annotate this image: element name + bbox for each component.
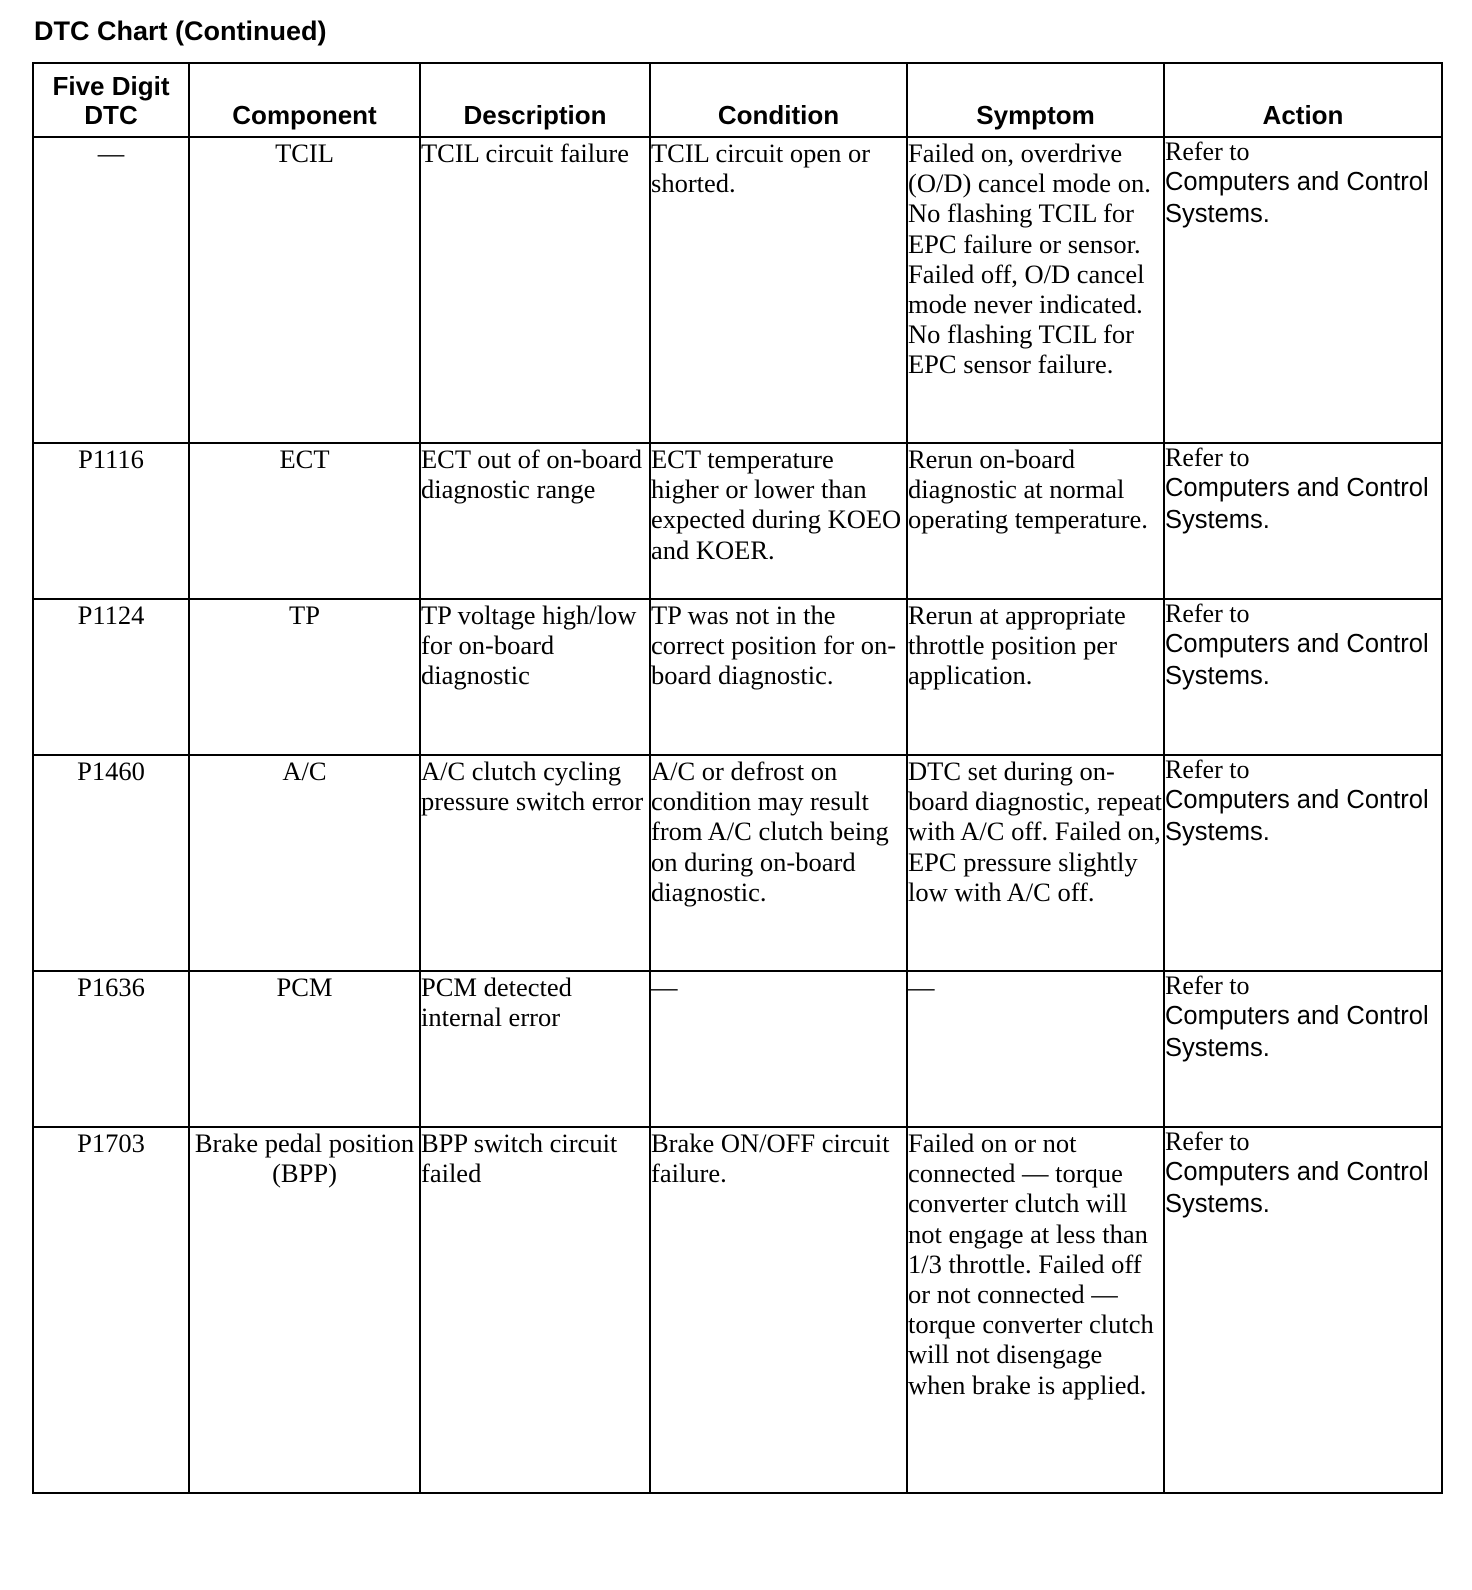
action-cell bbox=[1164, 971, 1442, 1127]
symptom-cell: Failed on, overdrive (O/D) cancel mode on. No flashing TCIL for EPC failure or sensor. Failed off, O/D cancel mode never indicated. No flashing TCIL for EPC sensor failure. bbox=[907, 137, 1164, 443]
action-lead-text: Refer to bbox=[1165, 599, 1250, 628]
action-lead-text: Refer to bbox=[1165, 1127, 1250, 1156]
action-cell bbox=[1164, 443, 1442, 599]
condition-cell: Brake ON/OFF circuit failure. bbox=[650, 1127, 907, 1493]
dtc-cell: P1116 bbox=[33, 443, 189, 599]
symptom-cell: Failed on or not connected — torque converter clutch will not engage at less than 1/3 throttle. Failed off or not connected — torque converter clutch will not disengage when brake is applied. bbox=[907, 1127, 1164, 1493]
symptom-cell: Rerun at appropriate throttle position per application. bbox=[907, 599, 1164, 755]
header-condition: Condition bbox=[650, 63, 907, 137]
symptom-cell: DTC set during on-board diagnostic, repeat with A/C off. Failed on, EPC pressure slightly low with A/C off. bbox=[907, 755, 1164, 971]
dtc-cell: P1124 bbox=[33, 599, 189, 755]
action-lead-text: Refer to bbox=[1165, 137, 1250, 166]
symptom-cell: — bbox=[907, 971, 1164, 1127]
dtc-cell: P1636 bbox=[33, 971, 189, 1127]
action-lead-text: Refer to bbox=[1165, 443, 1250, 472]
condition-cell: A/C or defrost on condition may result from A/C clutch being on during on-board diagnostic. bbox=[650, 755, 907, 971]
description-cell: BPP switch circuit failed bbox=[420, 1127, 650, 1493]
header-symptom: Symptom bbox=[907, 63, 1164, 137]
header-five-digit-dtc bbox=[33, 63, 189, 137]
condition-cell: — bbox=[650, 971, 907, 1127]
condition-cell: TCIL circuit open or shorted. bbox=[650, 137, 907, 443]
action-lead-text: Refer to bbox=[1165, 755, 1250, 784]
header-dtc-line-2: DTC bbox=[84, 100, 138, 130]
component-cell: TP bbox=[189, 599, 420, 755]
action-cell bbox=[1164, 755, 1442, 971]
table-row bbox=[33, 755, 1442, 971]
dtc-table bbox=[32, 62, 1443, 1494]
table-row bbox=[33, 599, 1442, 755]
description-cell: TP voltage high/low for on-board diagnostic bbox=[420, 599, 650, 755]
action-reference-text: Computers and Control Systems. bbox=[1165, 474, 1429, 534]
table-row bbox=[33, 971, 1442, 1127]
component-cell: A/C bbox=[189, 755, 420, 971]
header-component: Component bbox=[189, 63, 420, 137]
header-description: Description bbox=[420, 63, 650, 137]
symptom-cell: Rerun on-board diagnostic at normal operating temperature. bbox=[907, 443, 1164, 599]
description-cell: PCM detected internal error bbox=[420, 971, 650, 1127]
table-header-row bbox=[33, 63, 1442, 137]
table-row bbox=[33, 137, 1442, 443]
action-cell bbox=[1164, 1127, 1442, 1493]
description-cell: ECT out of on-board diagnostic range bbox=[420, 443, 650, 599]
component-cell: PCM bbox=[189, 971, 420, 1127]
action-cell bbox=[1164, 599, 1442, 755]
dtc-cell: P1703 bbox=[33, 1127, 189, 1493]
condition-cell: TP was not in the correct position for on-board diagnostic. bbox=[650, 599, 907, 755]
dtc-cell: — bbox=[33, 137, 189, 443]
component-cell: Brake pedal position (BPP) bbox=[189, 1127, 420, 1493]
action-reference-text: Computers and Control Systems. bbox=[1165, 630, 1429, 690]
action-reference-text: Computers and Control Systems. bbox=[1165, 168, 1429, 228]
action-cell bbox=[1164, 137, 1442, 443]
description-cell: TCIL circuit failure bbox=[420, 137, 650, 443]
header-action: Action bbox=[1164, 63, 1442, 137]
dtc-cell: P1460 bbox=[33, 755, 189, 971]
header-dtc-line-1: Five Digit bbox=[52, 71, 170, 101]
action-reference-text: Computers and Control Systems. bbox=[1165, 786, 1429, 846]
component-cell: ECT bbox=[189, 443, 420, 599]
action-lead-text: Refer to bbox=[1165, 971, 1250, 1000]
condition-cell: ECT temperature higher or lower than expected during KOEO and KOER. bbox=[650, 443, 907, 599]
description-cell: A/C clutch cycling pressure switch error bbox=[420, 755, 650, 971]
component-cell: TCIL bbox=[189, 137, 420, 443]
page-title: DTC Chart (Continued) bbox=[34, 16, 327, 46]
table-row bbox=[33, 443, 1442, 599]
action-reference-text: Computers and Control Systems. bbox=[1165, 1002, 1429, 1062]
action-reference-text: Computers and Control Systems. bbox=[1165, 1158, 1429, 1218]
table-row bbox=[33, 1127, 1442, 1493]
